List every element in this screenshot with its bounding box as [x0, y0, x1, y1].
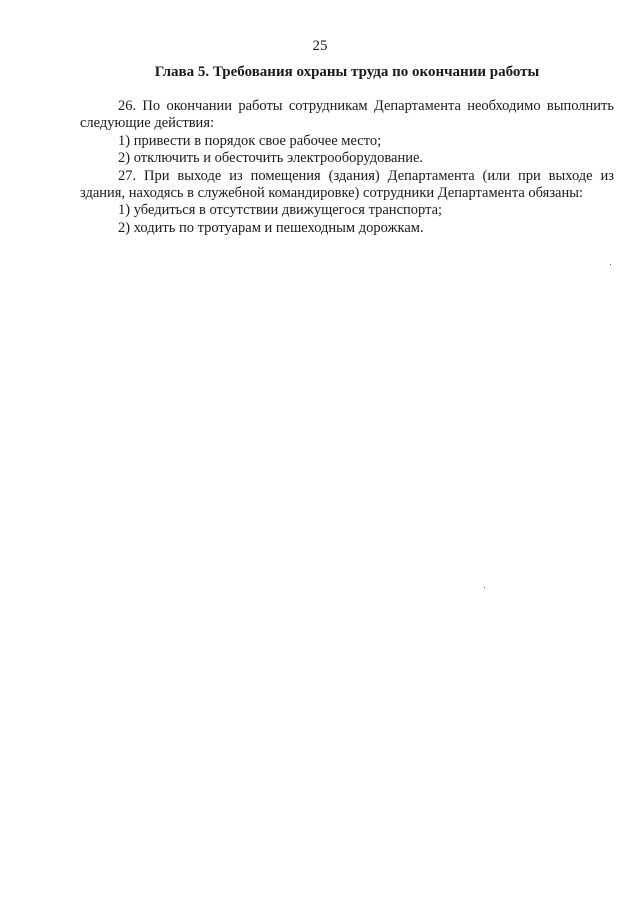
- scan-speck: [484, 587, 485, 588]
- page-number: 25: [312, 38, 328, 54]
- list-item: 2) отключить и обесточить электрооборудование.: [118, 150, 424, 167]
- scan-speck: [610, 264, 611, 265]
- list-item: 2) ходить по тротуарам и пешеходным дорожкам.: [118, 219, 424, 236]
- chapter-title: Глава 5. Требования охраны труда по окончании работы: [154, 64, 540, 80]
- document-body: [80, 98, 614, 237]
- paragraph-27: 27. При выходе из помещения (здания) Департамента (или при выходе из здания, находясь в служебной командировке) сотрудники Департамента обязаны:: [80, 167, 614, 202]
- list-item: 1) убедиться в отсутствии движущегося транспорта;: [118, 202, 443, 219]
- list-item: 1) привести в порядок свое рабочее место;: [118, 132, 382, 149]
- paragraph-26: 26. По окончании работы сотрудникам Департамента необходимо выполнить следующие действия:: [80, 98, 614, 132]
